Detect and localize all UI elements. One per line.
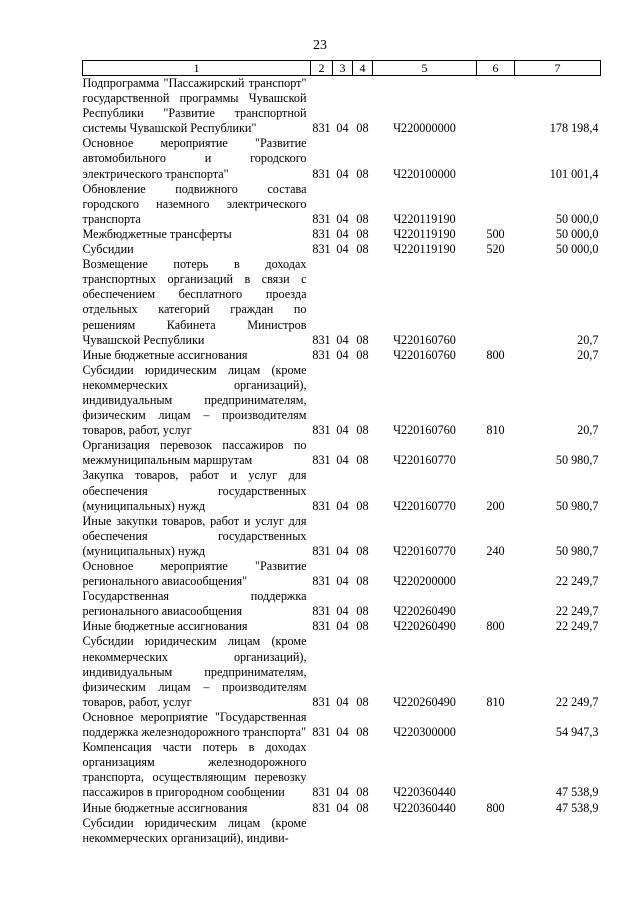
subsection-cell: 08 xyxy=(356,226,369,241)
expense-type-cell xyxy=(477,589,515,619)
expense-type-cell xyxy=(477,710,515,740)
ministry-code-cell: 831 xyxy=(312,423,331,438)
section-cell: 04 xyxy=(336,543,349,558)
amount-cell: 20,7 xyxy=(577,423,599,438)
ministry-code-cell: 831 xyxy=(312,166,331,181)
subsection-cell: 08 xyxy=(356,211,369,226)
ministry-code-cell: 831 xyxy=(312,574,331,589)
row-name-cell: Основное мероприятие "Развитие автомобильного и городского электрического транспорта" xyxy=(82,136,307,181)
column-header: 4 xyxy=(353,61,373,76)
row-name-cell: Иные закупки товаров, работ и услуг для обеспечения государственных (муниципальных) нужд xyxy=(82,513,307,558)
table-row xyxy=(83,227,601,242)
amount-cell: 101 001,4 xyxy=(549,166,599,181)
target-article-cell: Ч220260490 xyxy=(393,619,456,634)
target-article-cell: Ч220160770 xyxy=(393,543,456,558)
subsection-cell: 08 xyxy=(356,725,369,740)
expense-type-cell xyxy=(477,740,515,800)
row-name-cell: Иные бюджетные ассигнования xyxy=(82,347,248,362)
table-row xyxy=(83,816,601,846)
section-cell: 04 xyxy=(336,211,349,226)
section-cell: 04 xyxy=(336,574,349,589)
ministry-code-cell: 831 xyxy=(312,785,331,800)
table-row xyxy=(83,740,601,800)
ministry-code-cell: 831 xyxy=(312,725,331,740)
amount-cell: 50 000,0 xyxy=(555,242,599,257)
table-row xyxy=(83,136,601,181)
target-article-cell: Ч220119190 xyxy=(393,242,456,257)
target-article-cell: Ч220100000 xyxy=(393,166,456,181)
row-name-cell: Организация перевозок пассажиров по межмуниципальным маршрутам xyxy=(82,438,307,468)
amount-cell xyxy=(515,816,601,846)
target-article-cell: Ч220260490 xyxy=(393,604,456,619)
target-article-cell: Ч220119190 xyxy=(393,211,456,226)
ministry-code-cell: 831 xyxy=(312,694,331,709)
table-row xyxy=(83,348,601,363)
ministry-code-cell: 831 xyxy=(312,226,331,241)
table-header-row xyxy=(83,61,601,76)
target-article-cell: Ч220300000 xyxy=(393,725,456,740)
column-header: 6 xyxy=(477,61,515,76)
row-name-cell: Субсидии юридическим лицам (кроме некоммерческих организаций), индивидуальным предпринимателям, физическим лицам – производителям товаров, работ, услуг xyxy=(82,634,307,709)
target-article-cell: Ч220260490 xyxy=(393,694,456,709)
ministry-code-cell: 831 xyxy=(312,211,331,226)
target-article-cell: Ч220360440 xyxy=(393,785,456,800)
section-cell: 04 xyxy=(336,121,349,136)
subsection-cell: 08 xyxy=(356,332,369,347)
target-article-cell: Ч220119190 xyxy=(393,226,456,241)
expense-type-cell: 800 xyxy=(486,619,505,634)
amount-cell: 54 947,3 xyxy=(555,725,599,740)
section-cell: 04 xyxy=(336,604,349,619)
subsection-cell: 08 xyxy=(356,619,369,634)
ministry-code-cell: 831 xyxy=(312,453,331,468)
expense-type-cell: 810 xyxy=(486,694,505,709)
subsection-cell: 08 xyxy=(356,604,369,619)
budget-table xyxy=(82,60,601,846)
table-row xyxy=(83,559,601,589)
table-row xyxy=(83,76,601,137)
row-name-cell: Иные бюджетные ассигнования xyxy=(82,800,248,815)
subsection-cell: 08 xyxy=(356,166,369,181)
column-header: 3 xyxy=(333,61,353,76)
column-header: 2 xyxy=(311,61,333,76)
amount-cell: 22 249,7 xyxy=(555,619,599,634)
ministry-code-cell: 831 xyxy=(312,498,331,513)
amount-cell: 20,7 xyxy=(577,347,599,362)
ministry-code-cell: 831 xyxy=(312,619,331,634)
expense-type-cell: 240 xyxy=(486,543,505,558)
amount-cell: 22 249,7 xyxy=(555,694,599,709)
section-cell xyxy=(333,816,353,846)
subsection-cell: 08 xyxy=(356,453,369,468)
table-row xyxy=(83,182,601,227)
expense-type-cell: 500 xyxy=(486,226,505,241)
amount-cell: 22 249,7 xyxy=(555,604,599,619)
amount-cell: 50 980,7 xyxy=(555,543,599,558)
column-header: 1 xyxy=(83,61,311,76)
section-cell: 04 xyxy=(336,725,349,740)
amount-cell: 50 980,7 xyxy=(555,453,599,468)
target-article-cell: Ч220360440 xyxy=(393,800,456,815)
amount-cell: 50 000,0 xyxy=(555,211,599,226)
ministry-code-cell: 831 xyxy=(312,800,331,815)
ministry-code-cell xyxy=(311,816,333,846)
section-cell: 04 xyxy=(336,347,349,362)
row-name-cell: Основное мероприятие "Государственная поддержка железнодорожного транспорта" xyxy=(82,709,307,740)
row-name-cell: Субсидии юридическим лицам (кроме некоммерческих организаций), индивидуальным предпринимателям, физическим лицам – производителям товаров, работ, услуг xyxy=(82,362,307,438)
table-row xyxy=(83,634,601,709)
target-article-cell: Ч220200000 xyxy=(393,574,456,589)
subsection-cell: 08 xyxy=(356,423,369,438)
table-row xyxy=(83,257,601,348)
row-name-cell: Возмещение потерь в доходах транспортных организаций в связи с обеспечением бесплатного проезда отдельных категорий граждан по решениям Кабинета Министров Чувашской Республики xyxy=(82,257,307,347)
subsection-cell: 08 xyxy=(356,498,369,513)
expense-type-cell xyxy=(477,257,515,348)
target-article-cell: Ч220160760 xyxy=(393,332,456,347)
row-name-cell: Основное мероприятие "Развитие регионального авиасообщения" xyxy=(82,559,307,589)
row-name-cell: Закупка товаров, работ и услуг для обеспечения государственных (муниципальных) нужд xyxy=(82,468,307,513)
subsection-cell: 08 xyxy=(356,800,369,815)
section-cell: 04 xyxy=(336,166,349,181)
table-row xyxy=(83,438,601,468)
expense-type-cell: 200 xyxy=(486,498,505,513)
expense-type-cell: 800 xyxy=(486,347,505,362)
target-article-cell: Ч220160760 xyxy=(393,423,456,438)
ministry-code-cell: 831 xyxy=(312,332,331,347)
subsection-cell: 08 xyxy=(356,347,369,362)
ministry-code-cell: 831 xyxy=(312,543,331,558)
subsection-cell: 08 xyxy=(356,694,369,709)
target-article-cell: Ч220160760 xyxy=(393,347,456,362)
row-name-cell: Государственная поддержка регионального авиасообщения xyxy=(82,589,307,619)
expense-type-cell: 800 xyxy=(486,800,505,815)
table-row xyxy=(83,468,601,513)
amount-cell: 50 000,0 xyxy=(555,226,599,241)
table-row xyxy=(83,710,601,740)
table-row xyxy=(83,242,601,257)
row-name-cell: Иные бюджетные ассигнования xyxy=(82,619,248,634)
subsection-cell: 08 xyxy=(356,785,369,800)
section-cell: 04 xyxy=(336,694,349,709)
amount-cell: 47 538,9 xyxy=(555,800,599,815)
row-name-cell: Подпрограмма "Пассажирский транспорт" государственной программы Чувашской Республики "Развитие транспортной системы Чувашской Республики" xyxy=(82,76,307,136)
subsection-cell: 08 xyxy=(356,543,369,558)
subsection-cell xyxy=(353,816,373,846)
expense-type-cell xyxy=(477,136,515,181)
amount-cell: 178 198,4 xyxy=(549,121,599,136)
section-cell: 04 xyxy=(336,423,349,438)
amount-cell: 50 980,7 xyxy=(555,498,599,513)
section-cell: 04 xyxy=(336,453,349,468)
expense-type-cell xyxy=(477,182,515,227)
row-name-cell: Обновление подвижного состава городского наземного электрического транспорта xyxy=(82,181,307,226)
section-cell: 04 xyxy=(336,242,349,257)
row-name-cell: Субсидии юридическим лицам (кроме некоммерческих организаций), индиви- xyxy=(82,815,307,845)
subsection-cell: 08 xyxy=(356,574,369,589)
page-number: 23 xyxy=(313,38,327,53)
section-cell: 04 xyxy=(336,785,349,800)
target-article-cell: Ч220160770 xyxy=(393,453,456,468)
amount-cell: 22 249,7 xyxy=(555,574,599,589)
row-name-cell: Компенсация части потерь в доходах организациям железнодорожного транспорта, осуществляющим перевозку пассажиров в пригородном сообщении xyxy=(82,740,307,800)
expense-type-cell: 810 xyxy=(486,423,505,438)
expense-type-cell xyxy=(477,76,515,137)
target-article-cell xyxy=(373,816,477,846)
expense-type-cell xyxy=(477,816,515,846)
section-cell: 04 xyxy=(336,800,349,815)
section-cell: 04 xyxy=(336,332,349,347)
target-article-cell: Ч220160770 xyxy=(393,498,456,513)
section-cell: 04 xyxy=(336,226,349,241)
section-cell: 04 xyxy=(336,619,349,634)
expense-type-cell: 520 xyxy=(486,242,505,257)
table-row xyxy=(83,589,601,619)
amount-cell: 20,7 xyxy=(577,332,599,347)
subsection-cell: 08 xyxy=(356,121,369,136)
subsection-cell: 08 xyxy=(356,242,369,257)
table-body xyxy=(83,76,601,846)
expense-type-cell xyxy=(477,438,515,468)
table-row xyxy=(83,514,601,559)
table-row xyxy=(83,363,601,438)
ministry-code-cell: 831 xyxy=(312,604,331,619)
row-name-cell: Межбюджетные трансферты xyxy=(82,226,232,241)
column-header: 7 xyxy=(515,61,601,76)
amount-cell: 47 538,9 xyxy=(555,785,599,800)
expense-type-cell xyxy=(477,559,515,589)
row-name-cell: Субсидии xyxy=(82,242,134,257)
target-article-cell: Ч220000000 xyxy=(393,121,456,136)
table-row xyxy=(83,801,601,816)
ministry-code-cell: 831 xyxy=(312,347,331,362)
column-header: 5 xyxy=(373,61,477,76)
ministry-code-cell: 831 xyxy=(312,242,331,257)
ministry-code-cell: 831 xyxy=(312,121,331,136)
section-cell: 04 xyxy=(336,498,349,513)
table-row xyxy=(83,619,601,634)
